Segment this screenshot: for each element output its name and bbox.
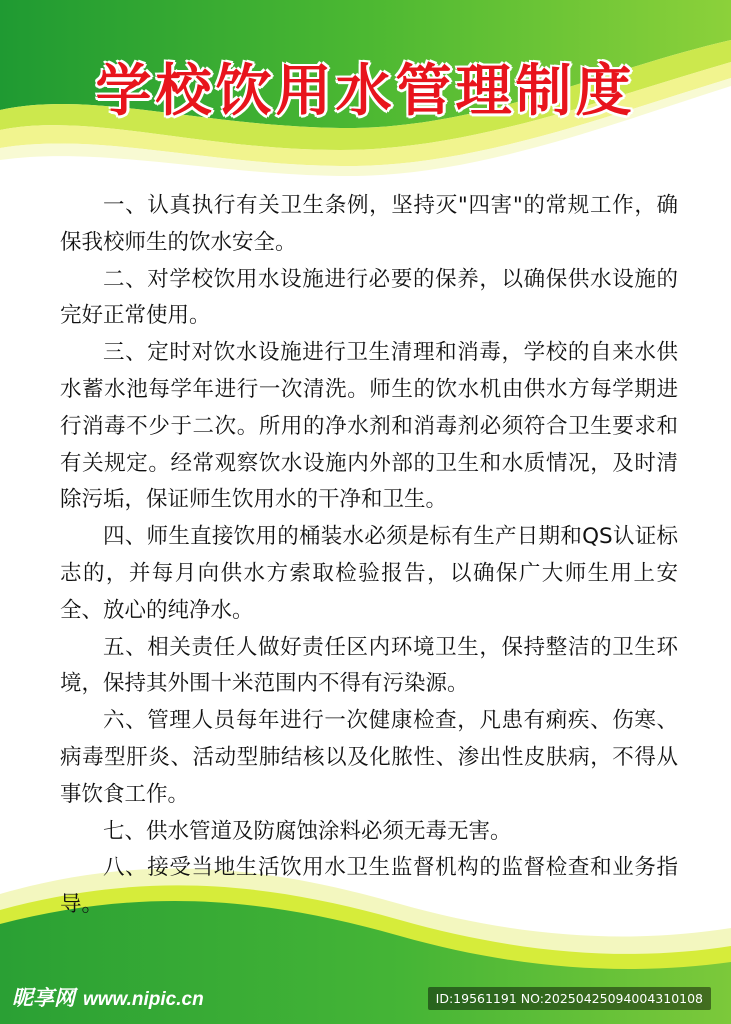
regulation-item-3: 三、定时对饮水设施进行卫生清理和消毒，学校的自来水供水蓄水池每学年进行一次清洗。师生的饮水机由供水方每学期进行消毒不少于二次。所用的净水剂和消毒剂必须符合卫生要求和有关规定。经常观察饮水设施内外部的卫生和水质情况，及时清除污垢，保证师生饮用水的干净和卫生。 <box>60 340 678 513</box>
regulation-body <box>60 188 678 924</box>
watermark-site: www.nipic.cn <box>83 989 204 1010</box>
regulation-item-7: 七、供水管道及防腐蚀涂料必须无毒无害。 <box>103 818 512 844</box>
regulation-item-5: 五、相关责任人做好责任区内环境卫生，保持整洁的卫生环境，保持其外围十米范围内不得有污染源。 <box>60 634 678 697</box>
watermark-logo: 昵享网 <box>12 987 75 1010</box>
regulation-item-1: 一、认真执行有关卫生条例，坚持灭"四害"的常规工作，确保我校师生的饮水安全。 <box>60 193 678 255</box>
site-watermark <box>12 982 204 1012</box>
regulation-item-4: 四、师生直接饮用的桶装水必须是标有生产日期和QS认证标志的，并每月向供水方索取检验报告，以确保广大师生用上安全、放心的纯净水。 <box>60 524 678 623</box>
regulation-item-8: 八、接受当地生活饮用水卫生监督机构的监督检查和业务指导。 <box>60 855 678 918</box>
regulation-item-6: 六、管理人员每年进行一次健康检查，凡患有痢疾、伤寒、病毒型肝炎、活动型肺结核以及化脓性、渗出性皮肤病，不得从事饮食工作。 <box>60 708 678 807</box>
page-title: 学校饮用水管理制度 <box>95 59 636 124</box>
image-id-watermark: ID:19561191 NO:20250425094004310108 <box>428 987 711 1010</box>
regulation-item-2: 二、对学校饮用水设施进行必要的保养，以确保供水设施的完好正常使用。 <box>60 266 678 329</box>
